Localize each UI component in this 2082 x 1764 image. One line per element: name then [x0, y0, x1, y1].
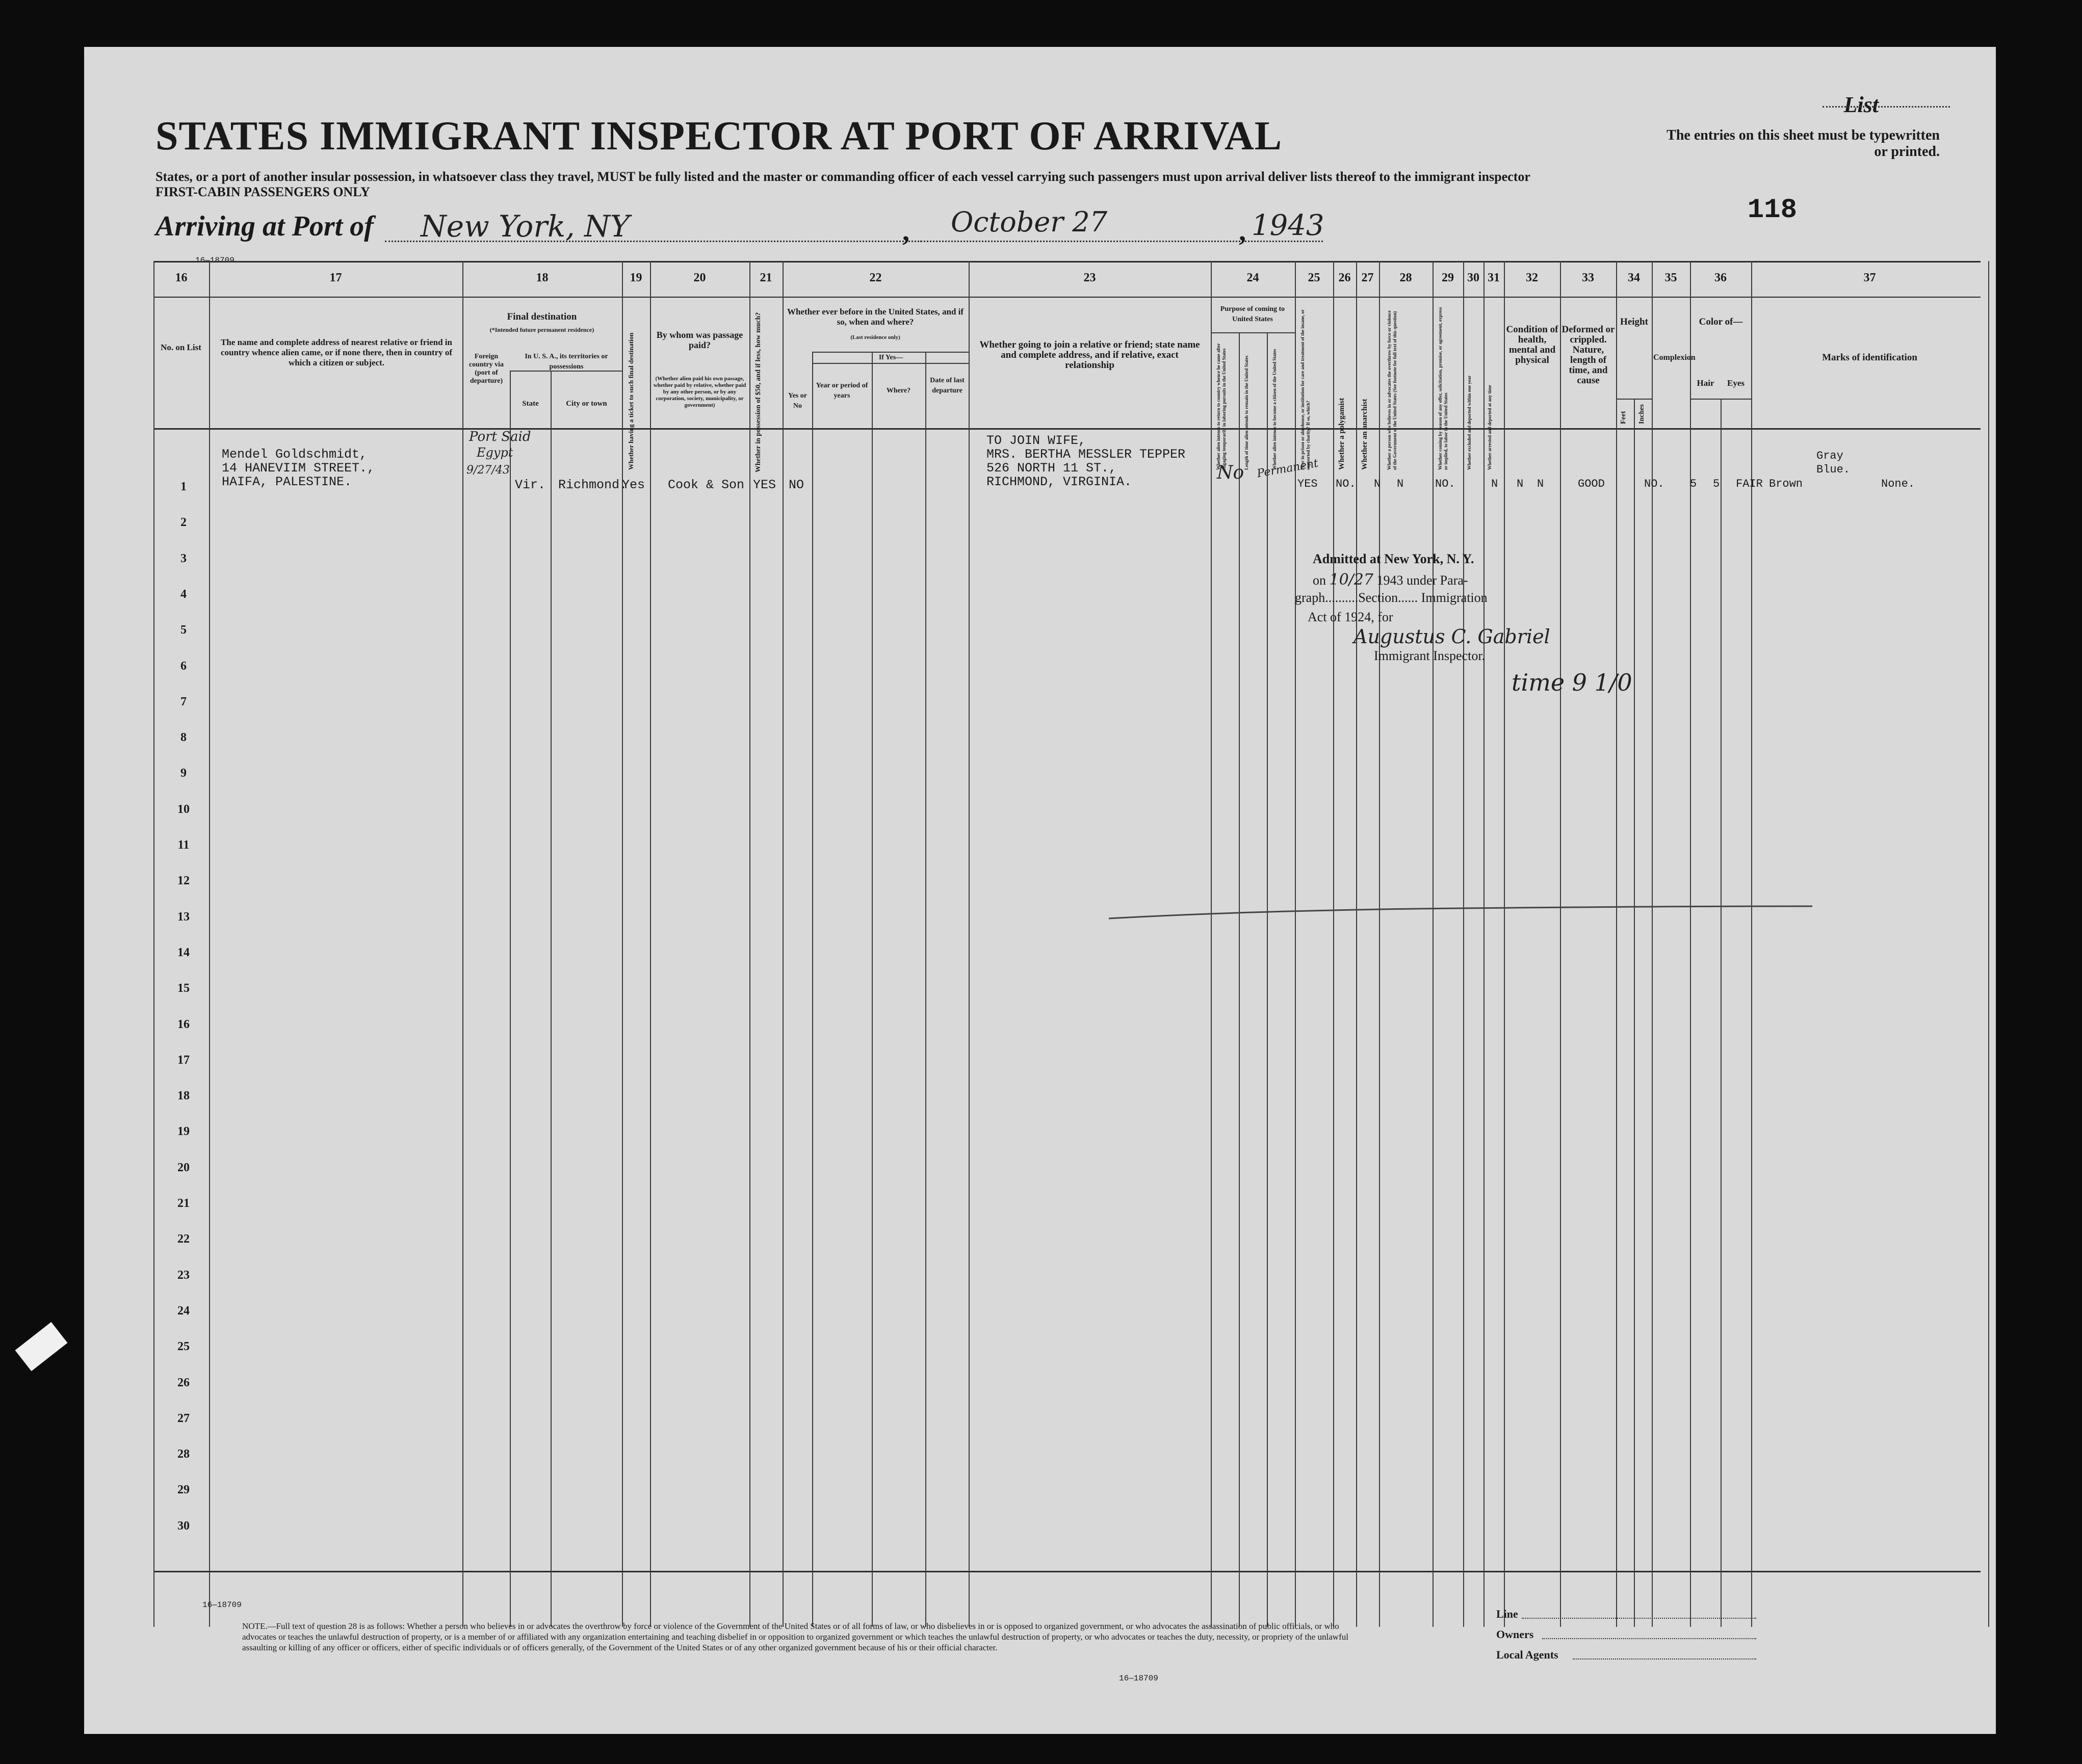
footer-agents-label: Local Agents — [1496, 1648, 1558, 1661]
arriving-label: Arriving at Port of — [155, 210, 374, 242]
column-divider — [1634, 399, 1635, 1627]
row-number: 2 — [180, 516, 187, 530]
entry-inches: 5 — [1713, 478, 1720, 490]
subtitle-text: States, or a port of another insular possession, in whatsoever class they travel, MUST be fully listed and the master or commanding officer of each vessel carrying such passengers must upon arrival deliver lists thereof to the immigrant inspector — [155, 169, 1530, 184]
column-divider — [812, 352, 813, 1627]
column-number: 24 — [1246, 271, 1259, 284]
entry-prison: NO. — [1336, 478, 1356, 490]
entry-possession: YES — [753, 478, 776, 492]
header-health: Condition of health, mental and physical — [1506, 324, 1558, 365]
row-number: 28 — [177, 1447, 190, 1461]
header-q31: Whether arrested and deported at any time — [1487, 385, 1492, 470]
row-number: 6 — [180, 659, 187, 673]
column-divider — [1988, 261, 1989, 1627]
entry-purpose-return: No — [1217, 462, 1244, 483]
header-complexion: Complexion — [1653, 353, 1696, 362]
header-final-destination-note: (*Intended future permanent residence) — [489, 326, 594, 333]
header-height: Height — [1620, 317, 1648, 327]
header-purpose-length: Length of time alien intends to remain in the United States — [1244, 355, 1249, 470]
header-foreign-country: Foreign country via (port of departure) — [469, 353, 504, 385]
row-number: 8 — [180, 731, 187, 745]
entry-join-line1: TO JOIN WIFE, — [986, 433, 1086, 448]
column-number: 34 — [1628, 271, 1640, 284]
stamp-paragraph: graph..........Section...... Immigration — [1295, 590, 1488, 605]
column-divider — [1433, 261, 1434, 1627]
row-number: 19 — [177, 1125, 190, 1139]
entry-paid-by: Cook & Son — [668, 478, 745, 492]
entry-health: GOOD — [1578, 478, 1605, 490]
row-number: 11 — [177, 838, 190, 852]
column-divider — [1751, 261, 1752, 1627]
entry-anarchist: N — [1397, 478, 1404, 490]
header-anarchist: Whether an anarchist — [1361, 399, 1369, 470]
column-number: 28 — [1399, 271, 1412, 284]
column-divider — [749, 261, 750, 1627]
subheader-rule — [812, 363, 969, 364]
column-divider — [1267, 332, 1268, 1627]
entry-polygamist: N — [1374, 478, 1381, 490]
row-number: 30 — [177, 1519, 190, 1533]
header-deformed: Deformed or crippled. Nature, length of time, and cause — [1562, 324, 1615, 386]
header-inches: Inches — [1638, 404, 1646, 424]
port-handwritten: New York, NY — [421, 209, 630, 244]
port-line — [385, 241, 986, 242]
entry-city: Richmond. — [558, 478, 628, 492]
entry-citizen: YES — [1297, 478, 1318, 490]
row-number: 1 — [180, 480, 187, 493]
entry-q29: N — [1491, 478, 1498, 490]
header-ever-before: Whether ever before in the United States, and if so, when and where? — [787, 307, 964, 327]
column-number: 37 — [1863, 271, 1876, 284]
row-number: 10 — [177, 802, 190, 816]
entry-complexion: FAIR — [1736, 478, 1763, 490]
row-number: 18 — [177, 1089, 190, 1103]
header-city: City or town — [566, 400, 607, 408]
entry-purpose-length: Permanent — [1256, 457, 1319, 481]
form-code-bottom: 16—18709 — [202, 1600, 242, 1610]
table-bottom-border — [153, 1571, 1981, 1572]
stamp-on-line — [1313, 571, 1468, 589]
header-q29: Whether coming by reason of any offer, solicitation, promise, or agreement, express or implied, to labor in the United States — [1438, 307, 1448, 470]
date-handwritten: October 27 — [951, 206, 1107, 238]
row-number: 14 — [177, 945, 190, 959]
row-number: 17 — [177, 1053, 190, 1067]
column-divider — [1504, 261, 1505, 1627]
cabin-class: FIRST-CABIN PASSENGERS ONLY — [155, 185, 370, 199]
column-number: 31 — [1488, 271, 1500, 284]
entry-via-port: Port Said — [469, 429, 531, 444]
row-number: 16 — [177, 1017, 190, 1031]
column-number: 23 — [1083, 271, 1096, 284]
header-no-on-list: No. on List — [161, 343, 201, 352]
comma-separator: , — [1239, 216, 1246, 247]
column-number: 29 — [1442, 271, 1454, 284]
list-number-line — [1823, 106, 1950, 108]
column-divider — [1690, 261, 1691, 1627]
pencil-stroke — [1104, 903, 1817, 924]
entry-ticket: Yes — [622, 478, 645, 492]
row-number: 5 — [180, 623, 187, 637]
header-q28: Whether a person who believes in or advocates the overthrow by force or violence of the Government of the United States (See footnote for full text of this question) — [1387, 310, 1397, 470]
footer-line-label: Line — [1496, 1608, 1518, 1620]
column-number-border — [153, 297, 1981, 298]
column-divider — [1463, 261, 1464, 1627]
header-hair: Hair — [1697, 378, 1714, 388]
stamp-act: Act of 1924, for — [1308, 610, 1393, 624]
entry-join-line4: RICHMOND, VIRGINIA. — [986, 475, 1132, 489]
column-number: 27 — [1361, 271, 1374, 284]
typewritten-note: The entries on this sheet must be typewritten or printed. — [1667, 127, 1940, 160]
header-purpose-return: Whether alien intends to return to country whence he came after engaging temporarily in laboring pursuits in the United States — [1216, 343, 1227, 470]
entry-ever-before: NO — [789, 478, 804, 492]
column-divider — [622, 261, 623, 1627]
header-bottom-border — [153, 428, 1981, 430]
header-q30: Whether excluded and deported within one year — [1467, 375, 1472, 470]
entry-q28: NO. — [1435, 478, 1455, 490]
column-divider — [650, 261, 651, 1627]
header-nearest-relative: The name and complete address of nearest relative or friend in country whence alien came, or if none there, then in country of which a citizen or subject. — [220, 337, 453, 367]
column-number: 20 — [693, 271, 706, 284]
column-divider — [1379, 261, 1380, 1627]
row-number: 15 — [177, 982, 190, 995]
header-join-relative: Whether going to join a relative or friend; state name and complete address, and if relative, exact relationship — [979, 339, 1200, 371]
entry-eyes-line2: Blue. — [1816, 463, 1851, 476]
column-number: 25 — [1308, 271, 1320, 284]
stamp-inspector: Immigrant Inspector. — [1374, 648, 1486, 663]
column-divider — [1356, 261, 1357, 1627]
column-number: 33 — [1582, 271, 1594, 284]
stamp-under-para: 1943 under Para- — [1376, 573, 1468, 588]
stamp-admitted: Admitted at New York, N. Y. — [1313, 551, 1474, 566]
header-ever-before-note: (Last residence only) — [850, 334, 900, 340]
column-divider — [1616, 261, 1617, 1627]
row-number: 26 — [177, 1376, 190, 1389]
entry-via-date: 9/27/43 — [466, 464, 510, 477]
column-divider — [209, 261, 210, 1627]
header-purpose-citizen: Whether alien intends to become a citizen of the United States — [1272, 349, 1277, 470]
row-number: 21 — [177, 1197, 190, 1210]
header-color-of: Color of— — [1699, 317, 1743, 327]
footer-agents-rule — [1573, 1658, 1756, 1660]
row-number: 9 — [180, 767, 187, 780]
column-number: 16 — [175, 271, 188, 284]
header-final-destination: Final destination — [507, 311, 577, 322]
year-handwritten: 1943 — [1252, 209, 1324, 242]
entry-join-line3: 526 NORTH 11 ST., — [986, 461, 1117, 476]
stamp-signature: Augustus C. Gabriel — [1354, 625, 1550, 648]
column-number: 30 — [1467, 271, 1479, 284]
entry-state: Vir. — [515, 478, 546, 492]
header-feet: Feet — [1620, 411, 1627, 424]
column-divider — [551, 371, 552, 1627]
footnote-q28: NOTE.—Full text of question 28 is as follows: Whether a person who believes in or advocates the overthrow by force or violence of the Government of the United States or of all forms of law, or who disbelieves in or is opposed to organized government, or who advocates the assassination of public officials, or who advocates or teaches the unlawful destruction of property, or is a member of or affiliated with any organization entertaining and teaching disbelief in or opposition to organized government or which teaches the unlawful destruction of property, or who advocates or teaches the duty, necessity, or propriety of the unlawful assaulting or killing of any officer or officers, either of specific individuals or of officers generally, of the Government of the United States or of any other organized government because of his or their official character. — [242, 1621, 1348, 1652]
row-number: 23 — [177, 1268, 190, 1282]
entry-via-country: Egypt — [477, 445, 513, 460]
paper-tear — [15, 1322, 68, 1371]
entry-deformed: NO. — [1644, 478, 1664, 490]
column-number: 26 — [1338, 271, 1351, 284]
subheader-rule — [1211, 332, 1295, 333]
header-prison: Ever in prison or almshouse, or institution for care and treatment of the insane, or supported by charity? If so, which? — [1300, 309, 1311, 470]
page-subtitle — [155, 169, 1736, 200]
column-divider — [1211, 261, 1212, 1627]
header-paid-by: By whom was passage paid? — [656, 330, 743, 350]
list-label: List — [1843, 92, 1879, 117]
column-divider — [1560, 261, 1561, 1627]
column-divider — [969, 261, 970, 1627]
form-code-footnote: 16—18709 — [1119, 1674, 1158, 1683]
column-divider — [1333, 261, 1334, 1627]
row-number: 7 — [180, 695, 187, 708]
row-number: 27 — [177, 1411, 190, 1425]
column-divider — [783, 261, 784, 1627]
header-where: Where? — [886, 387, 911, 394]
column-divider — [153, 261, 154, 1627]
sheet-number: 118 — [1747, 195, 1797, 226]
column-number: 17 — [329, 271, 342, 284]
header-date-last: Date of last departure — [930, 377, 965, 394]
entry-q31: N — [1537, 478, 1544, 490]
entry-relative-name: Mendel Goldschmidt, — [222, 447, 368, 462]
header-if-yes: If Yes— — [878, 354, 903, 361]
footer-owners-rule — [1542, 1638, 1756, 1639]
page-title: STATES IMMIGRANT INSPECTOR AT PORT OF ARRIVAL — [155, 114, 1283, 159]
row-number: 25 — [177, 1340, 190, 1354]
header-ticket: Whether having a ticket to such final destination — [627, 332, 635, 470]
entry-eyes-line1: Gray — [1816, 450, 1843, 462]
column-divider — [1484, 261, 1485, 1627]
header-paid-by-note: (Whether alien paid his own passage, whether paid by relative, whether paid by any other person, or by any corporation, society, municipality, or government) — [653, 376, 746, 408]
header-eyes: Eyes — [1727, 378, 1745, 388]
column-divider — [872, 352, 873, 1627]
table-top-border — [153, 261, 1981, 262]
column-divider — [1239, 332, 1240, 1627]
entry-relative-street: 14 HANEVIIM STREET., — [222, 461, 375, 476]
header-polygamist: Whether a polygamist — [1338, 398, 1346, 470]
manifest-sheet — [84, 47, 1996, 1734]
column-divider — [1721, 399, 1722, 1627]
stamp-on: on — [1313, 573, 1326, 588]
header-year-period: Year or period of years — [816, 382, 868, 400]
comma-separator: , — [902, 216, 909, 247]
row-number: 13 — [177, 910, 190, 924]
column-number: 19 — [630, 271, 642, 284]
form-code-top: 16—18709 — [195, 256, 235, 265]
subheader-rule — [1690, 399, 1751, 400]
column-number: 21 — [760, 271, 772, 284]
column-number: 36 — [1714, 271, 1727, 284]
row-number: 29 — [177, 1483, 190, 1497]
header-state: State — [522, 400, 539, 408]
row-number: 24 — [177, 1304, 190, 1318]
time-annotation: time 9 1/0 — [1512, 669, 1632, 696]
row-number: 4 — [180, 587, 187, 601]
row-number: 22 — [177, 1232, 190, 1246]
column-number: 22 — [869, 271, 882, 284]
entry-q30: N — [1517, 478, 1524, 490]
stamp-date-handwritten: 10/27 — [1329, 571, 1373, 589]
footer-line-rule — [1522, 1618, 1756, 1619]
header-in-usa: In U. S. A., its territories or possessions — [525, 353, 608, 371]
entry-feet: 5 — [1690, 478, 1697, 490]
entry-join-line2: MRS. BERTHA MESSLER TEPPER — [986, 447, 1186, 462]
footer-owners-label: Owners — [1496, 1628, 1534, 1641]
column-number: 18 — [536, 271, 549, 284]
row-number: 20 — [177, 1161, 190, 1174]
header-yes-no: Yes or No — [788, 392, 807, 410]
column-divider — [1652, 261, 1653, 1627]
subheader-rule — [1616, 399, 1652, 400]
row-number: 3 — [180, 551, 187, 565]
header-purpose: Purpose of coming to United States — [1220, 305, 1285, 323]
column-divider — [510, 371, 511, 1627]
row-number: 12 — [177, 874, 190, 888]
column-number: 35 — [1664, 271, 1677, 284]
column-divider — [462, 261, 463, 1627]
column-number: 32 — [1526, 271, 1538, 284]
column-divider — [925, 352, 926, 1627]
entry-hair: Brown — [1769, 478, 1803, 490]
header-marks: Marks of identification — [1822, 352, 1917, 363]
header-possession-50: Whether in possession of $50, and if less, how much? — [754, 312, 762, 472]
entry-relative-city: HAIFA, PALESTINE. — [222, 475, 352, 489]
entry-marks: None. — [1881, 478, 1915, 490]
